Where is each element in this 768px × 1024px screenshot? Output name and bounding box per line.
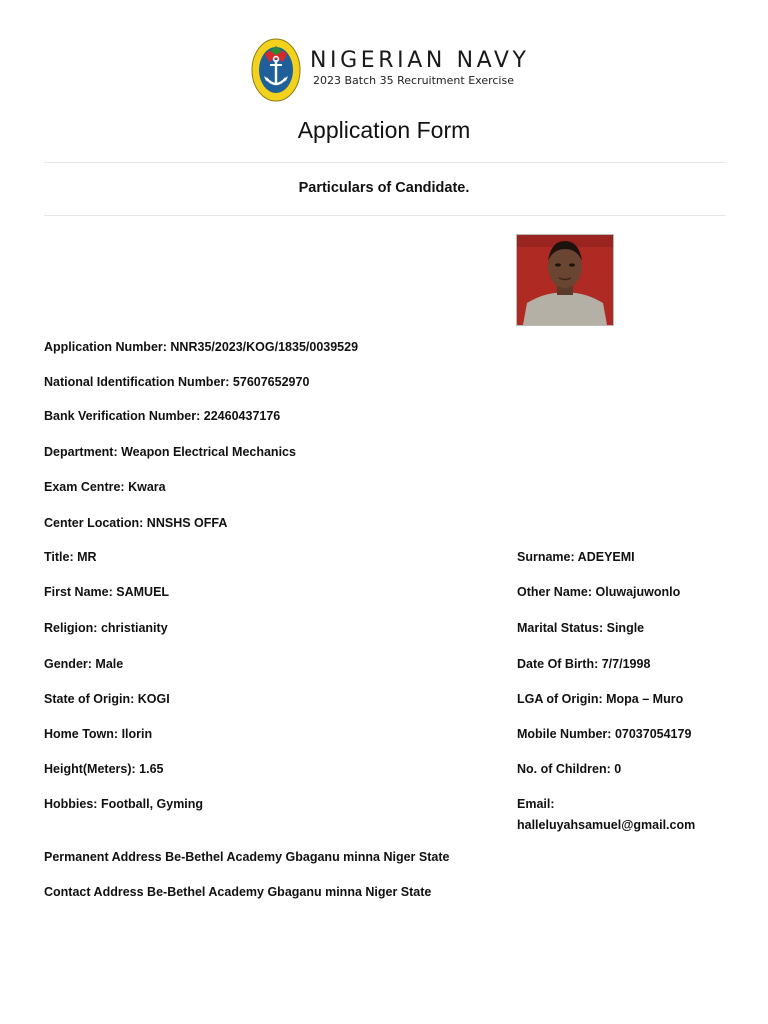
field-label: Permanent Address: [44, 850, 162, 864]
mobile-number-field: [517, 727, 691, 741]
field-value: Single: [606, 621, 645, 635]
lga-of-origin-field: [517, 692, 683, 706]
field-label: Home Town:: [44, 727, 119, 741]
height-field: [44, 762, 164, 776]
field-value: KOGI: [137, 692, 170, 706]
religion-field: [44, 621, 168, 635]
field-value: Be-Bethel Academy Gbaganu minna Niger State: [147, 885, 432, 899]
field-label: Title:: [44, 550, 74, 564]
field-value: Ilorin: [121, 727, 153, 741]
field-label: National Identification Number:: [44, 375, 230, 389]
field-value: Mopa – Muro: [606, 692, 684, 706]
application-number-field: [44, 340, 358, 354]
form-title: Application Form: [297, 117, 471, 143]
field-label: Height(Meters):: [44, 762, 136, 776]
field-label: Center Location:: [44, 516, 144, 530]
field-value: 0: [614, 762, 622, 776]
field-label: Date Of Birth:: [517, 657, 599, 671]
field-label: First Name:: [44, 585, 113, 599]
permanent-address-field: [44, 850, 449, 864]
field-label: Marital Status:: [517, 621, 604, 635]
hobbies-field: [44, 797, 203, 811]
field-value: NNSHS OFFA: [146, 516, 228, 530]
home-town-field: [44, 727, 152, 741]
field-value: NNR35/2023/KOG/1835/0039529: [170, 340, 359, 354]
department-field: [44, 445, 296, 459]
divider-top: [44, 162, 725, 163]
divider-bottom: [44, 215, 725, 216]
field-label: Other Name:: [517, 585, 593, 599]
brand-name: NIGERIAN NAVY: [310, 48, 530, 73]
field-value: 1.65: [139, 762, 164, 776]
center-location-field: [44, 516, 227, 530]
batch-subtitle: 2023 Batch 35 Recruitment Exercise: [313, 74, 514, 87]
candidate-photo: [516, 234, 614, 326]
exam-centre-field: [44, 480, 166, 494]
field-label: Email:: [517, 797, 555, 811]
field-label: Religion:: [44, 621, 98, 635]
nin-field: [44, 375, 309, 389]
field-label: Gender:: [44, 657, 92, 671]
field-label: Exam Centre:: [44, 480, 125, 494]
field-value: 57607652970: [232, 375, 310, 389]
field-label: Bank Verification Number:: [44, 409, 201, 423]
field-value: 22460437176: [203, 409, 281, 423]
field-label: State of Origin:: [44, 692, 135, 706]
field-label: Surname:: [517, 550, 575, 564]
field-value: Weapon Electrical Mechanics: [121, 445, 296, 459]
field-value: ADEYEMI: [577, 550, 635, 564]
field-value: Be-Bethel Academy Gbaganu minna Niger State: [165, 850, 450, 864]
email-field: [517, 797, 695, 832]
field-label: LGA of Origin:: [517, 692, 603, 706]
field-value: Kwara: [128, 480, 166, 494]
contact-address-field: [44, 885, 431, 899]
title-field: [44, 550, 97, 564]
page-header: [0, 36, 768, 106]
field-value: Football, Gyming: [100, 797, 204, 811]
field-value: Male: [95, 657, 124, 671]
dob-field: [517, 657, 650, 671]
field-label: Hobbies:: [44, 797, 98, 811]
bvn-field: [44, 409, 280, 423]
field-value: halleluyahsamuel@gmail.com: [517, 818, 696, 832]
other-name-field: [517, 585, 680, 599]
field-value: Oluwajuwonlo: [595, 585, 681, 599]
section-title: Particulars of Candidate.: [298, 180, 470, 196]
candidate-photo-icon: [517, 235, 613, 325]
field-value: 7/7/1998: [601, 657, 651, 671]
navy-crest-icon: [251, 38, 301, 102]
field-label: Mobile Number:: [517, 727, 612, 741]
field-value: christianity: [100, 621, 168, 635]
field-label: Application Number:: [44, 340, 167, 354]
field-value: MR: [77, 550, 97, 564]
field-label: Department:: [44, 445, 118, 459]
field-label: No. of Children:: [517, 762, 611, 776]
field-label: Contact Address: [44, 885, 144, 899]
field-value: SAMUEL: [116, 585, 170, 599]
first-name-field: [44, 585, 169, 599]
state-of-origin-field: [44, 692, 170, 706]
children-field: [517, 762, 621, 776]
field-value: 07037054179: [614, 727, 692, 741]
gender-field: [44, 657, 123, 671]
surname-field: [517, 550, 635, 564]
marital-status-field: [517, 621, 644, 635]
